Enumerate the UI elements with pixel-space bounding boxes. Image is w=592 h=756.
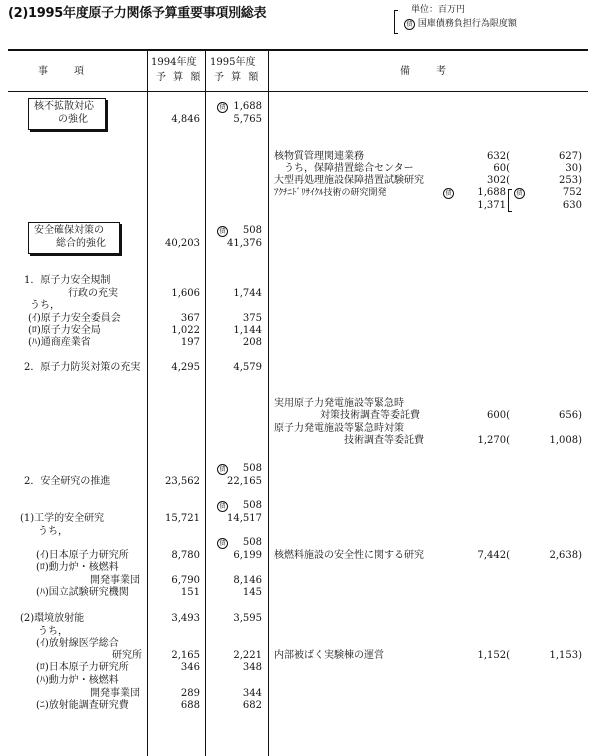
- value-1995: 8,146: [233, 575, 262, 586]
- guarantee-icon: 債: [514, 187, 525, 199]
- col-divider-1: [147, 49, 148, 756]
- col-divider-3: [268, 49, 269, 756]
- value-1995: 208: [242, 337, 262, 348]
- row-item: (2)環境放射能: [20, 613, 85, 624]
- guarantee-icon: 債: [217, 225, 228, 237]
- row-item: (ﾛ)日本原子力研究所: [36, 662, 129, 673]
- value-1995: 4,579: [233, 362, 262, 373]
- remark-b: 630: [562, 200, 582, 211]
- section-label: 総合的強化: [56, 238, 106, 249]
- remark-text: 核物質管理関連業務: [274, 151, 364, 162]
- remark-b: 656): [559, 410, 582, 421]
- value-1994: 4,846: [171, 114, 200, 125]
- remark-a: 60(: [493, 163, 510, 174]
- unit-bracket: [394, 10, 398, 34]
- remark-text: 原子力発電施設等緊急時対策: [274, 423, 404, 434]
- remark-b: 2,638): [549, 550, 582, 561]
- value-1994: 40,203: [165, 238, 200, 249]
- row-item: 開発事業団: [90, 688, 140, 699]
- remark-b: 752: [562, 187, 582, 198]
- remark-text: 技術調査等委託費: [344, 435, 424, 446]
- value-1995: 375: [242, 313, 262, 324]
- row-item: (ﾊ)動力炉・核燃料: [36, 675, 119, 686]
- guarantee-icon: 債: [404, 19, 415, 30]
- remark-b: 1,153): [549, 650, 582, 661]
- value-1995: 3,595: [233, 613, 262, 624]
- guarantee-icon: 債: [217, 500, 228, 512]
- bracket: [508, 189, 512, 212]
- header-amount-1994: 予 算 額: [156, 72, 203, 83]
- row-item: (ｲ)放射線医学総合: [36, 638, 119, 649]
- value-1995: 5,765: [233, 114, 262, 125]
- value-1994: 197: [180, 337, 200, 348]
- row-item: (ﾛ)動力炉・核燃料: [36, 562, 119, 573]
- guarantee-value: 508: [242, 500, 262, 511]
- row-item: うち，: [30, 300, 60, 311]
- remark-text: ｱｸﾁﾆﾄﾞﾘｻｲｸﾙ技術の研究開発: [274, 188, 387, 198]
- remark-text: 実用原子力発電施設等緊急時: [274, 398, 404, 409]
- value-1995: 1,144: [233, 325, 262, 336]
- guarantee-icon: 債: [217, 537, 228, 549]
- guarantee-value: 508: [242, 463, 262, 474]
- value-1994: 15,721: [165, 513, 200, 524]
- row-item: (ｲ)原子力安全委員会: [28, 313, 121, 324]
- row-item: うち，: [38, 526, 68, 537]
- value-1995: 2,221: [233, 650, 262, 661]
- row-item: 2．原子力防災対策の充実: [24, 362, 141, 373]
- value-1995: 14,517: [227, 513, 262, 524]
- guarantee-icon: 債: [217, 101, 228, 113]
- value-1995: 41,376: [227, 238, 262, 249]
- value-1994: 6,790: [171, 575, 200, 586]
- remark-text: 核燃料施設の安全性に関する研究: [274, 550, 424, 561]
- unit-label: 単位：百万円: [411, 5, 466, 15]
- page-title: (2)1995年度原子力関係予算重要事項別総表: [8, 6, 267, 21]
- value-1995: 22,165: [227, 476, 262, 487]
- row-item: (ﾊ)通商産業省: [28, 337, 91, 348]
- header-rule: [8, 91, 588, 92]
- value-1995: 145: [242, 587, 262, 598]
- guarantee-icon: 債: [217, 463, 228, 475]
- header-remarks: 備 考: [400, 66, 448, 77]
- header-amount-1995: 予 算 額: [214, 72, 261, 83]
- remark-a: 1,270(: [477, 435, 510, 446]
- value-1994: 2,165: [171, 650, 200, 661]
- remark-b: 1,008): [549, 435, 582, 446]
- remark-a: 1,152(: [477, 650, 510, 661]
- value-1995: 682: [242, 700, 262, 711]
- value-1994: 23,562: [165, 476, 200, 487]
- unit-note: 債 国庫債務負担行為限度額: [404, 18, 517, 30]
- section-label: の強化: [58, 114, 88, 125]
- header-fy1995: 1995年度: [210, 57, 256, 68]
- guarantee-value: 508: [242, 537, 262, 548]
- remark-b: 30): [565, 163, 582, 174]
- row-item: うち，: [38, 626, 68, 637]
- row-item: 2．安全研究の推進: [24, 476, 111, 487]
- remark-text: 大型再処理施設保障措置試験研究: [274, 175, 424, 186]
- value-1995: 344: [242, 688, 262, 699]
- col-divider-2: [205, 49, 206, 756]
- value-1994: 151: [180, 587, 200, 598]
- guarantee-value: 508: [242, 225, 262, 236]
- section-label: 核不拡散対応: [34, 101, 94, 112]
- guarantee-icon: 債: [443, 187, 454, 199]
- value-1995: 6,199: [233, 550, 262, 561]
- value-1995: 1,744: [233, 288, 262, 299]
- row-item: (ﾊ)国立試験研究機関: [36, 587, 129, 598]
- row-item: (ｲ)日本原子力研究所: [36, 550, 129, 561]
- value-1994: 289: [180, 688, 200, 699]
- row-item: 研究所: [112, 650, 142, 661]
- value-1994: 367: [180, 313, 200, 324]
- remark-text: うち，保障措置総合センター: [284, 163, 414, 174]
- remark-a: 1,371: [477, 200, 506, 211]
- remark-a: 600(: [487, 410, 510, 421]
- header-fy1994: 1994年度: [151, 57, 197, 68]
- remark-a: 632(: [487, 151, 510, 162]
- value-1994: 346: [180, 662, 200, 673]
- value-1994: 1,606: [171, 288, 200, 299]
- value-1994: 688: [180, 700, 200, 711]
- remark-a: 7,442(: [477, 550, 510, 561]
- remark-a: 302(: [487, 175, 510, 186]
- remark-b: 253): [559, 175, 582, 186]
- row-item: (1)工学的安全研究: [20, 513, 105, 524]
- value-1994: 8,780: [171, 550, 200, 561]
- value-1994: 4,295: [171, 362, 200, 373]
- value-1994: 1,022: [171, 325, 200, 336]
- value-1994: 3,493: [171, 613, 200, 624]
- remark-text: 対策技術調査等委託費: [320, 410, 420, 421]
- remark-b: 627): [559, 151, 582, 162]
- row-item: 1．原子力安全規制: [24, 275, 111, 286]
- section-label: 安全確保対策の: [34, 225, 104, 236]
- row-item: 開発事業団: [90, 575, 140, 586]
- remark-a: 1,688: [477, 187, 506, 198]
- row-item: (ﾆ)放射能調査研究費: [36, 700, 129, 711]
- guarantee-value: 1,688: [233, 101, 262, 112]
- remark-text: 内部被ばく実験棟の運営: [274, 650, 384, 661]
- value-1995: 348: [242, 662, 262, 673]
- row-item: (ﾛ)原子力安全局: [28, 325, 101, 336]
- table-top-rule: [8, 49, 588, 51]
- row-item: 行政の充実: [68, 288, 118, 299]
- header-item: 事 項: [38, 66, 86, 77]
